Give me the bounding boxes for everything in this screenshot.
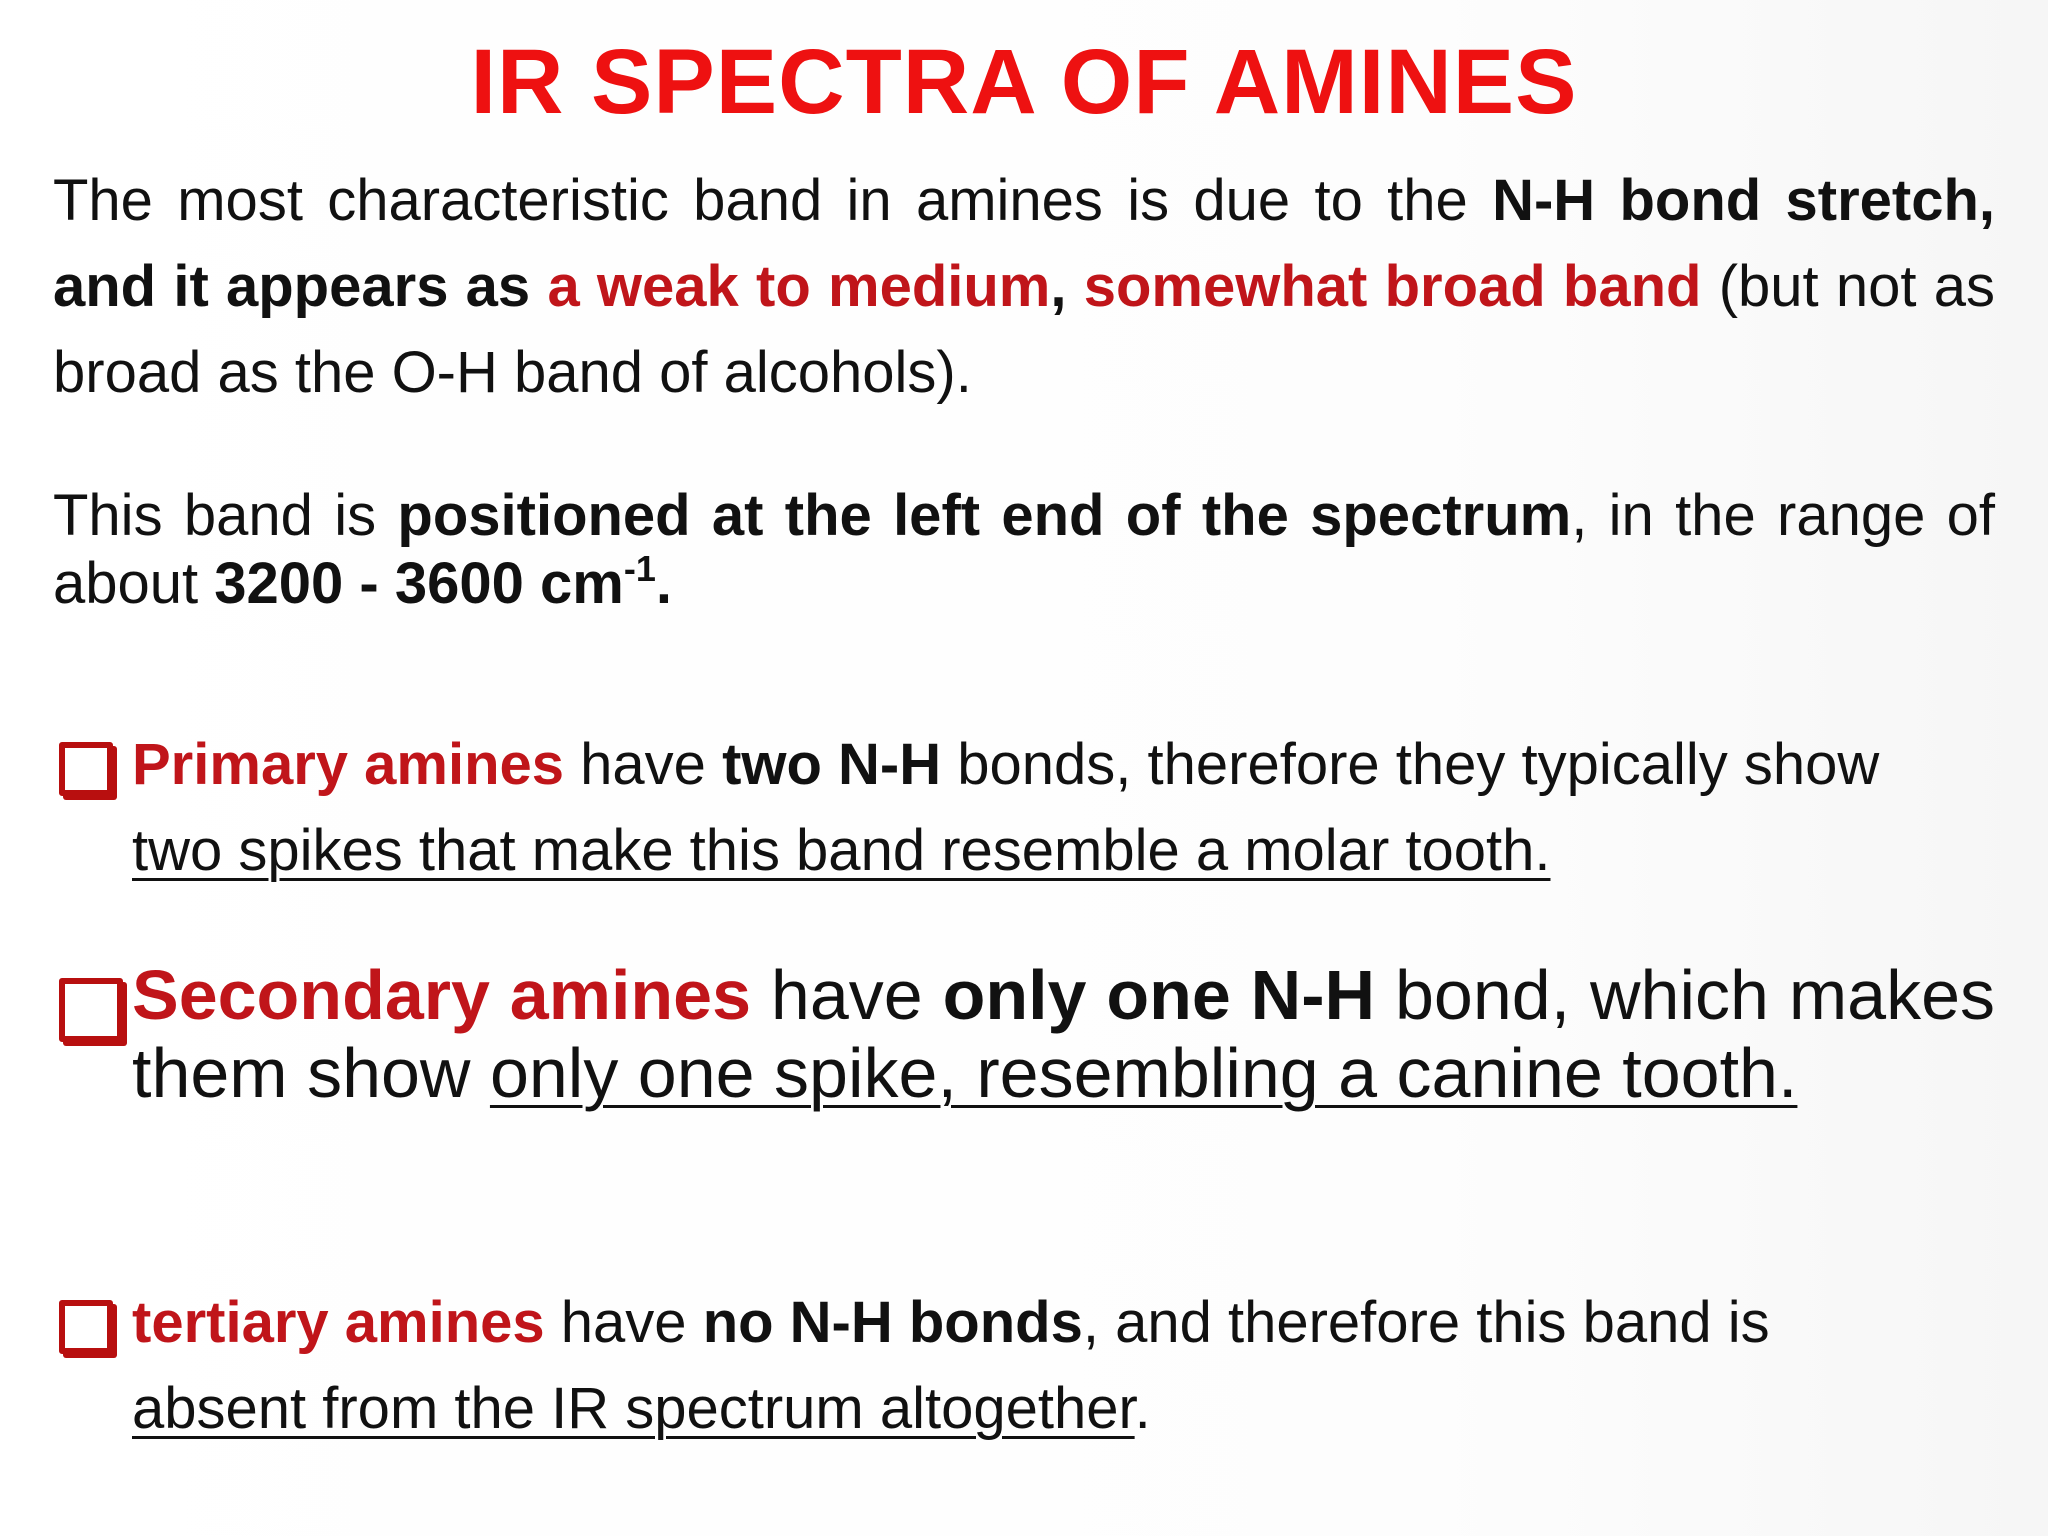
p2-text-1: This band is	[53, 483, 377, 548]
bullet-primary-text	[132, 722, 1935, 894]
bullet-secondary-text-2: bond, which makes them show	[132, 956, 1996, 1112]
bullet-primary-bold: two N-H	[722, 732, 942, 797]
p1-text-1: The most characteristic band in amines is due to the	[53, 168, 1468, 233]
checkbox-bullet-icon	[59, 978, 123, 1042]
bullet-tertiary-bold: no N-H bonds	[702, 1290, 1083, 1355]
bullet-secondary-term: Secondary amines	[132, 956, 752, 1034]
checkbox-bullet-icon	[59, 1300, 113, 1354]
p2-bold-range: 3200 - 3600 cm	[214, 551, 624, 616]
bullet-tertiary-underline: absent from the IR spectrum altogether	[132, 1376, 1135, 1441]
p2-period: .	[655, 551, 672, 616]
bullet-tertiary-text	[132, 1280, 1935, 1452]
bullet-tertiary-term: tertiary amines	[132, 1290, 545, 1355]
p1-text-2: (but not as broad as the O-H band of alcohols).	[53, 254, 1995, 405]
bullet-tertiary-period: .	[1134, 1376, 1151, 1441]
p1-highlight-weak-medium: a weak to medium	[547, 254, 1051, 319]
p1-comma: ,	[1050, 254, 1067, 319]
bullet-secondary-underline: only one spike, resembling a canine tooth.	[489, 1034, 1798, 1112]
paragraph-band-position	[53, 482, 1995, 618]
bullet-secondary-text	[132, 956, 1995, 1112]
bullet-tertiary-text-1: have	[560, 1290, 687, 1355]
bullet-primary-underline: two spikes that make this band resemble a molar tooth.	[132, 818, 1551, 883]
p2-superscript: -1	[623, 548, 656, 589]
bullet-primary-text-1: have	[580, 732, 706, 797]
p1-highlight-broad-band: somewhat broad band	[1083, 254, 1702, 319]
p2-bold-position: positioned at the left end of the spectrum	[397, 483, 1572, 548]
paragraph-nh-stretch	[53, 158, 1995, 416]
bullet-primary-text-2: bonds, therefore they typically show	[957, 732, 1880, 797]
checkbox-bullet-icon	[59, 742, 113, 796]
p2-text-2: , in the range of about	[53, 483, 1996, 616]
bullet-secondary-text-1: have	[770, 956, 923, 1034]
bullet-primary-term: Primary amines	[132, 732, 565, 797]
p1-bold-nh-bond: N-H bond stretch, and it appears as	[53, 168, 1996, 319]
bullet-tertiary-text-2: , and therefore this band is	[1082, 1290, 1770, 1355]
slide-title: IR SPECTRA OF AMINES	[470, 31, 1578, 133]
bullet-secondary-bold: only one N-H	[942, 956, 1376, 1034]
